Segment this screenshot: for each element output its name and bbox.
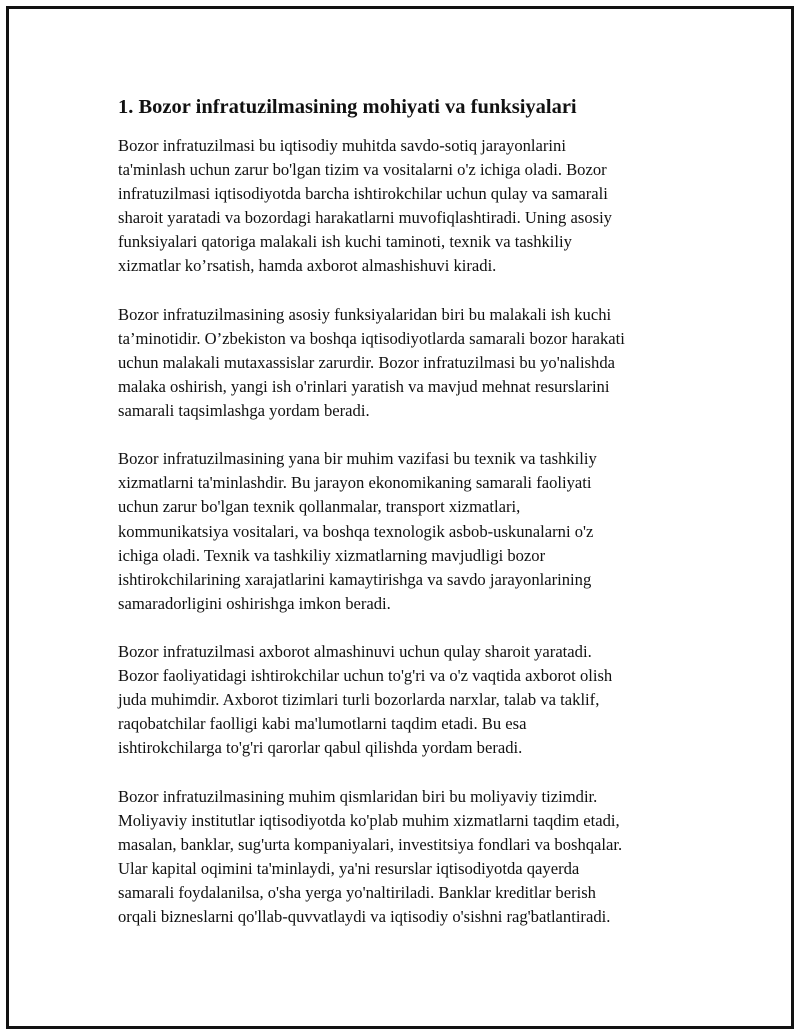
text-line: xizmatlarni ta'minlashdir. Bu jarayon ekonomikaning samarali faoliyati — [118, 473, 592, 493]
text-line: samarali foydalanilsa, o'sha yerga yo'naltiriladi. Banklar kreditlar berish — [118, 882, 596, 902]
text-line: xizmatlar ko’rsatish, hamda axborot almashishuvi kiradi. — [118, 256, 497, 276]
text-line: Bozor infratuzilmasi bu iqtisodiy muhitda savdo-sotiq jarayonlarini — [118, 136, 566, 155]
text-line: Bozor faoliyatidagi ishtirokchilar uchun to'g'ri va o'z vaqtida axborot olish — [118, 666, 613, 686]
text-line: uchun zarur bo'lgan texnik qollanmalar, transport xizmatlari, — [118, 497, 521, 517]
text-line: juda muhimdir. Axborot tizimlari turli bozorlarda narxlar, talab va taklif, — [118, 690, 600, 710]
text-line: masalan, banklar, sug'urta kompaniyalari, investitsiya fondlari va boshqalar. — [118, 834, 623, 854]
text-line: Ular kapital oqimini ta'minlaydi, ya'ni resurslar iqtisodiyotda qayerda — [118, 858, 580, 878]
paragraph-5 — [118, 785, 690, 930]
text-line: ishtirokchilarining xarajatlarini kamaytirishga va savdo jarayonlarining — [118, 569, 592, 589]
text-line: Bozor infratuzilmasining asosiy funksiyalaridan biri bu malakali ish kuchi — [118, 304, 612, 324]
text-line: orqali bizneslarni qo'llab-quvvatlaydi va iqtisodiy o'sishni rag'batlantiradi. — [118, 907, 611, 926]
paragraph-2 — [118, 303, 690, 423]
paragraph-4 — [118, 640, 690, 760]
text-line: sharoit yaratadi va bozordagi harakatlarni muvofiqlashtiradi. Uning asosiy — [118, 208, 612, 228]
text-line: infratuzilmasi iqtisodiyotda barcha ishtirokchilar uchun qulay va samarali — [118, 184, 608, 204]
text-line: malaka oshirish, yangi ish o'rinlari yaratish va mavjud mehnat resurslarini — [118, 376, 610, 396]
text-line: kommunikatsiya vositalari, va boshqa texnologik asbob-uskunalarni o'z — [118, 521, 594, 541]
text-line: ichiga oladi. Texnik va tashkiliy xizmatlarning mavjudligi bozor — [118, 545, 546, 565]
text-line: ishtirokchilarga to'g'ri qarorlar qabul qilishda yordam beradi. — [118, 738, 523, 758]
text-line: Bozor infratuzilmasining muhim qismlaridan biri bu moliyaviy tizimdir. — [118, 786, 598, 806]
section-heading: 1. Bozor infratuzilmasining mohiyati va funksiyalari — [118, 96, 577, 118]
text-line: samarali taqsimlashga yordam beradi. — [118, 401, 370, 421]
text-line: funksiyalari qatoriga malakali ish kuchi taminoti, texnik va tashkiliy — [118, 232, 572, 252]
text-line: Bozor infratuzilmasi axborot almashinuvi uchun qulay sharoit yaratadi. — [118, 641, 592, 661]
text-line: Moliyaviy institutlar iqtisodiyotda ko'plab muhim xizmatlarni taqdim etadi, — [118, 810, 620, 830]
text-line: ta'minlash uchun zarur bo'lgan tizim va vositalarni o'z ichiga oladi. Bozor — [118, 160, 607, 180]
paragraph-1 — [118, 134, 690, 279]
text-line: Bozor infratuzilmasining yana bir muhim vazifasi bu texnik va tashkiliy — [118, 449, 597, 469]
text-line: ta’minotidir. O’zbekiston va boshqa iqtisodiyotlarda samarali bozor harakati — [118, 328, 625, 348]
text-line: uchun malakali mutaxassislar zarurdir. Bozor infratuzilmasi bu yo'nalishda — [118, 352, 615, 372]
document-body — [118, 94, 690, 953]
text-line: raqobatchilar faolligi kabi ma'lumotlarni taqdim etadi. Bu esa — [118, 714, 527, 734]
paragraph-3 — [118, 447, 690, 616]
text-line: samaradorligini oshirishga imkon beradi. — [118, 593, 391, 613]
